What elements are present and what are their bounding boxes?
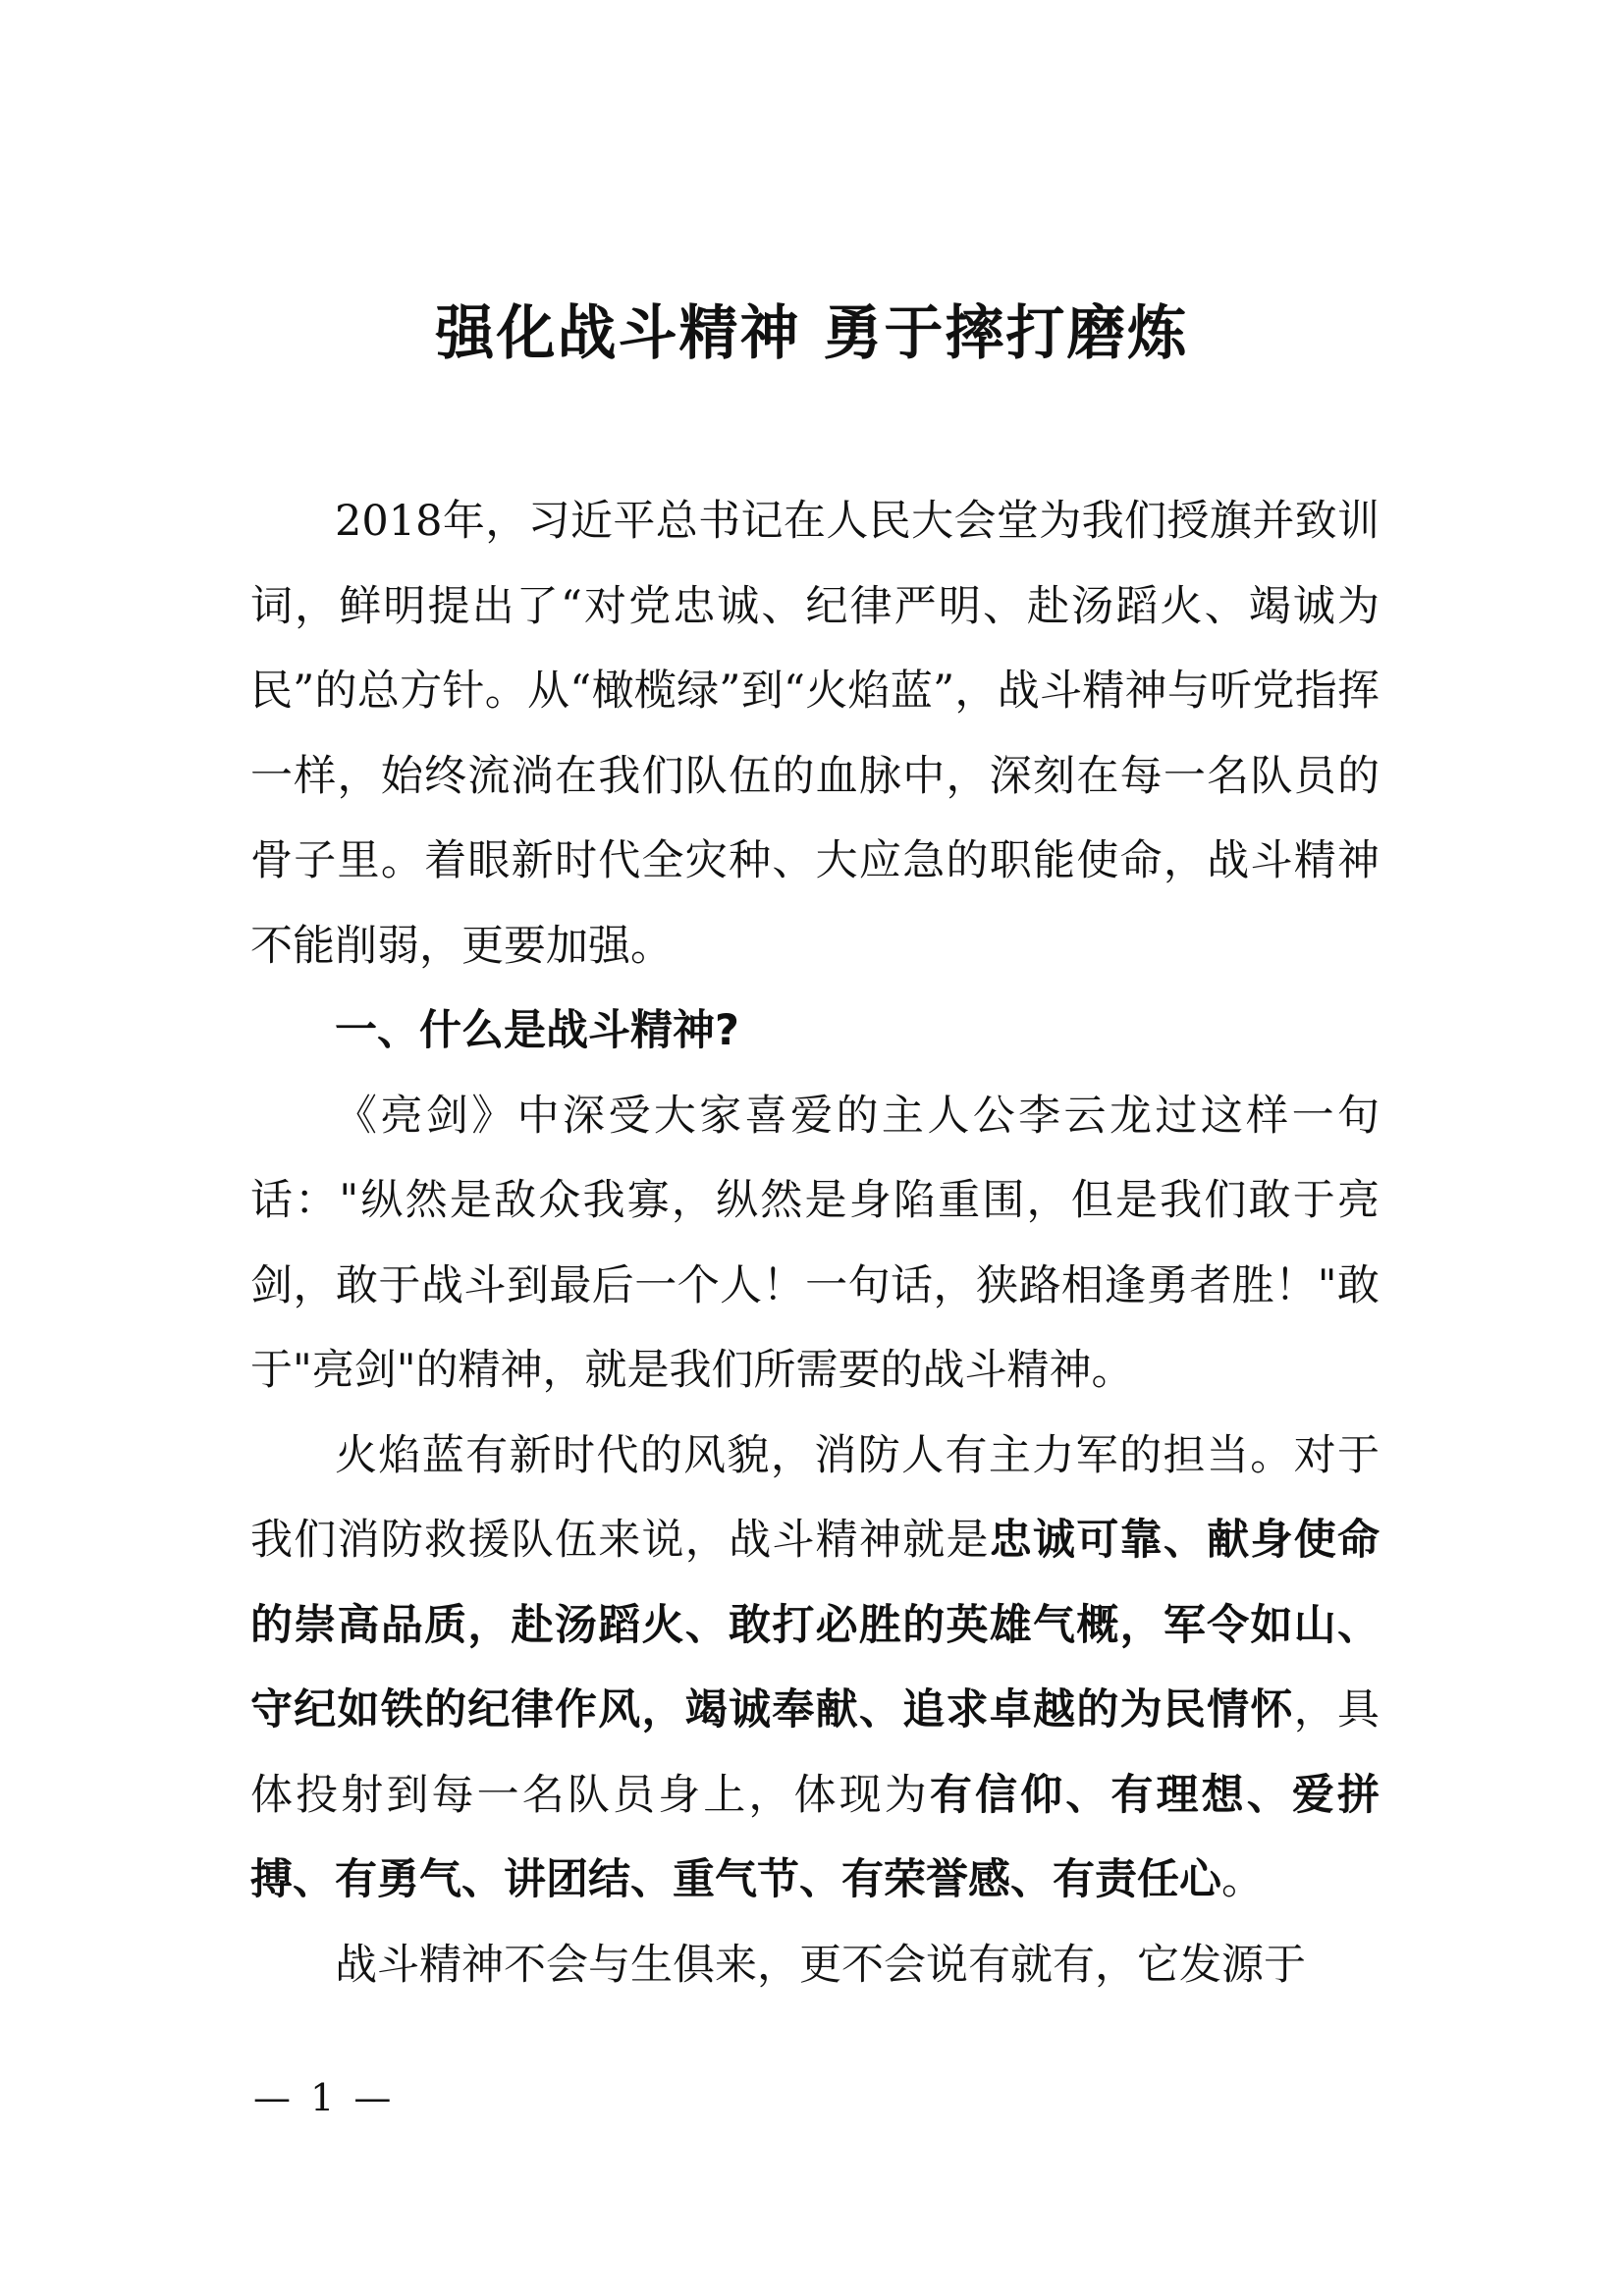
section-heading-1: 一、什么是战斗精神? [335, 1006, 739, 1055]
paragraph-fighting-spirit-definition [250, 1414, 1380, 1923]
paragraph-liangjian: 《亮剑》中深受大家喜爱的主人公李云龙过这样一句话："纵然是敌众我寡，纵然是身陷重围，但是我们敢于亮剑，敢于战斗到最后一个人！一句话，狭路相逢勇者胜！"敢于"亮剑"的精神，就是我们所需要的战斗精神。 [250, 1091, 1380, 1395]
text-segment: 火焰蓝有新时代的风貌，消防人有主力军的担当。对于我们消防救援队伍来说，战斗精神就是 [250, 1430, 1380, 1565]
text-segment: ，具体投射到每一名队员身上，体现为 [250, 1685, 1380, 1820]
page-number: — 1 — [253, 2076, 396, 2119]
bold-text-segment: 有信仰、有理想、爱拼搏、有勇气、讲团结、重气节、有荣誉感、有责任心 [250, 1770, 1380, 1904]
document-title: 强化战斗精神 勇于摔打磨炼 [435, 299, 1189, 368]
text-segment: 。 [1221, 1855, 1264, 1904]
bold-text-segment: 忠诚可靠、献身使命的崇高品质，赴汤蹈火、敢打必胜的英雄气概，军令如山、守纪如铁的纪律作风，竭诚奉献、追求卓越的为民情怀 [250, 1516, 1380, 1735]
paragraph-origin: 战斗精神不会与生俱来，更不会说有就有，它发源于 [335, 1940, 1306, 1990]
document-body [250, 479, 1380, 2007]
paragraph-intro: 2018年，习近平总书记在人民大会堂为我们授旗并致训词，鲜明提出了“对党忠诚、纪律严明、赴汤蹈火、竭诚为民”的总方针。从“橄榄绿”到“火焰蓝”，战斗精神与听党指挥一样，始终流淌在我们队伍的血脉中，深刻在每一名队员的骨子里。着眼新时代全灾种、大应急的职能使命，战斗精神不能削弱，更要加强。 [250, 497, 1380, 971]
